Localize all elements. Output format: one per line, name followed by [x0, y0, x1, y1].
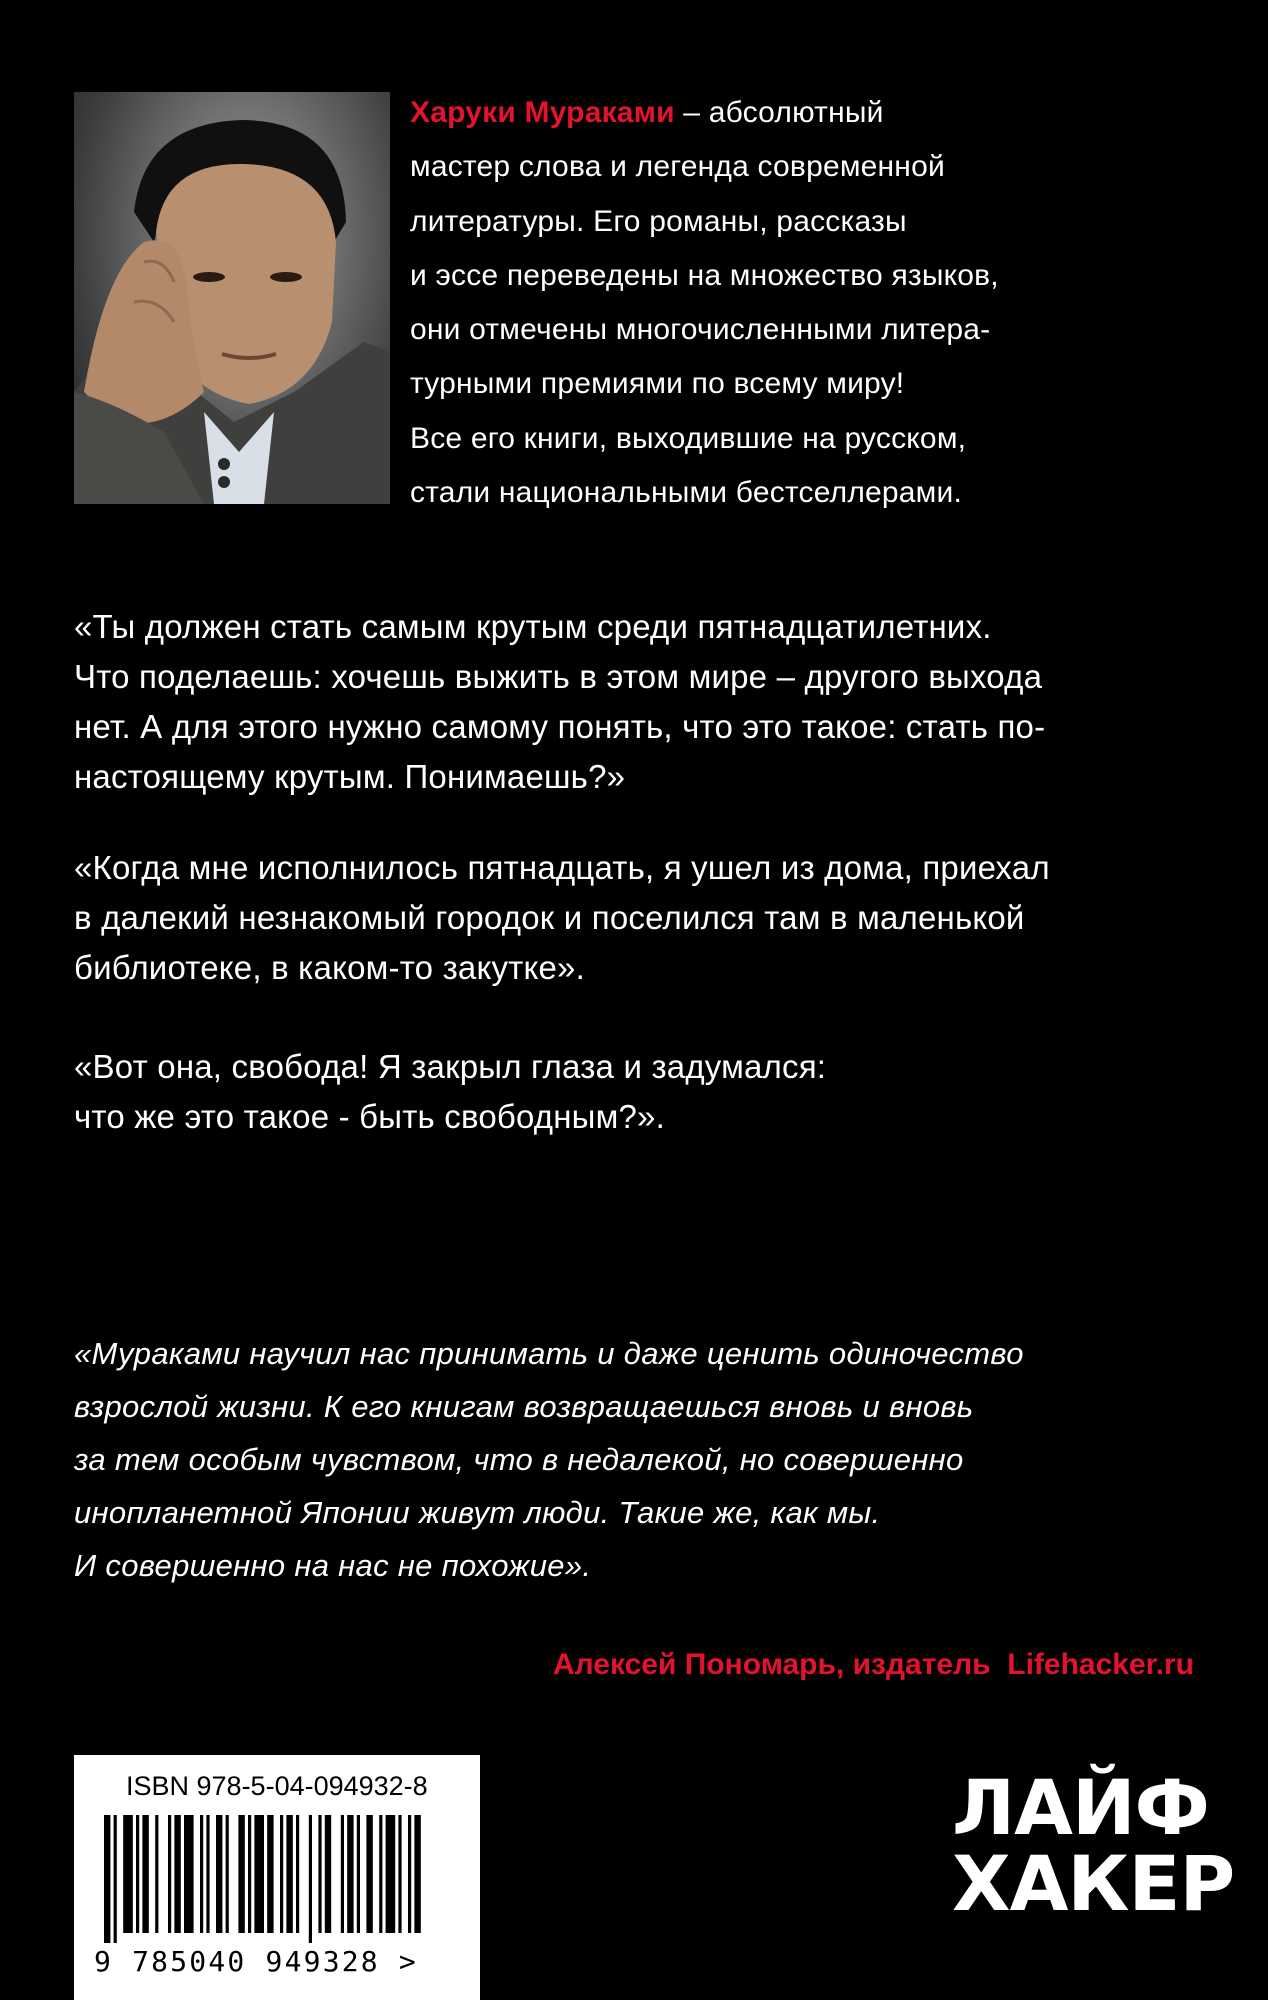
barcode-bar — [123, 1815, 133, 1933]
barcode-bar — [357, 1815, 360, 1933]
barcode-bar — [168, 1815, 171, 1933]
barcode-bar — [286, 1815, 292, 1933]
barcode-bar — [206, 1815, 209, 1933]
barcode-bar — [267, 1815, 273, 1933]
quote-line: Что поделаешь: хочешь выжить в этом мире – другого выхода — [74, 658, 1043, 695]
book-quote-3 — [74, 1042, 826, 1142]
barcode-bar — [414, 1815, 420, 1933]
book-quote-2 — [74, 843, 1050, 993]
barcode-bar — [408, 1815, 411, 1933]
barcode-bar — [174, 1815, 180, 1933]
quote-line: «Вот она, свобода! Я закрыл глаза и задумался: — [74, 1048, 827, 1085]
barcode-bars — [96, 1815, 436, 1943]
barcode-bar — [136, 1815, 139, 1933]
review-line: за тем особым чувством, что в недалекой, но совершенно — [74, 1442, 964, 1477]
barcode-digits: 9 785040 949328 > — [94, 1945, 418, 1978]
review-quote — [74, 1327, 1024, 1592]
barcode-bar — [254, 1815, 264, 1933]
review-attribution: Алексей Пономарь, издатель Lifehacker.ru — [552, 1648, 1194, 1681]
publisher-logo — [952, 1763, 1235, 1928]
bio-line: Все его книги, выходившие на русском, — [410, 421, 967, 455]
barcode-bar — [216, 1815, 222, 1933]
barcode-bar — [155, 1815, 158, 1933]
barcode-bar — [248, 1815, 251, 1933]
quote-line: нет. А для этого нужно самому понять, что это такое: стать по- — [74, 708, 1046, 745]
book-quote-1 — [74, 602, 1045, 802]
quote-line: что же это такое - быть свободным?». — [74, 1098, 665, 1135]
barcode-bar — [238, 1815, 244, 1933]
review-line: «Мураками научил нас принимать и даже ценить одиночество — [74, 1336, 1024, 1371]
barcode-bar — [318, 1815, 321, 1933]
logo-line-2: ХАКЕР — [952, 1839, 1235, 1928]
quote-line: в далекий незнакомый городок и поселился там в маленькой — [74, 899, 1025, 936]
review-line: И совершенно на нас не похожие». — [74, 1548, 592, 1583]
barcode-panel — [74, 1755, 480, 2000]
barcode-bar — [296, 1815, 299, 1933]
quote-line: библиотеке, в каком-то закутке». — [74, 949, 585, 986]
bio-line: литературы. Его романы, рассказы — [410, 204, 907, 238]
author-name: Харуки Мураками — [410, 96, 675, 129]
bio-line: стали национальными бестселлерами. — [410, 476, 963, 510]
barcode-bar — [184, 1815, 194, 1933]
barcode-bar — [379, 1815, 382, 1933]
author-photo — [74, 92, 390, 504]
bio-line: турными премиями по всему миру! — [410, 367, 905, 401]
barcode-bar — [142, 1815, 148, 1933]
review-line: взрослой жизни. К его книгам возвращаешься вновь и вновь — [74, 1389, 974, 1424]
barcode-bar — [114, 1815, 117, 1943]
author-photo-illustration — [74, 92, 390, 504]
author-bio — [410, 86, 1070, 520]
bio-line: и эссе переведены на множество языков, — [410, 258, 999, 292]
isbn-label: ISBN 978-5-04-094932-8 — [126, 1771, 428, 1801]
quote-line: настоящему крутым. Понимаешь?» — [74, 758, 626, 795]
quote-line: «Когда мне исполнилось пятнадцать, я ушел из дома, приехал — [74, 849, 1050, 886]
bio-first-line-rest: – абсолютный — [674, 96, 884, 129]
barcode-bar — [325, 1815, 331, 1933]
logo-line-1: ЛАЙФ — [952, 1763, 1209, 1852]
quote-line: «Ты должен стать самым крутым среди пятнадцатилетних. — [74, 608, 992, 645]
bio-line: мастер слова и легенда современной — [410, 150, 945, 184]
barcode-bar — [386, 1815, 396, 1933]
barcode-bar — [226, 1815, 229, 1933]
barcode-bar — [341, 1815, 344, 1933]
barcode-bar — [200, 1815, 203, 1933]
barcode-bar — [309, 1815, 312, 1943]
bio-line — [410, 86, 1070, 140]
barcode-bar — [280, 1815, 283, 1933]
bio-line: они отмечены многочисленными литера- — [410, 313, 991, 347]
barcode-bar — [104, 1815, 110, 1943]
barcode-bar — [398, 1815, 401, 1933]
barcode-bar — [366, 1815, 372, 1933]
barcode-bar — [347, 1815, 353, 1933]
review-line: инопланетной Японии живут люди. Такие же, как мы. — [74, 1495, 881, 1530]
